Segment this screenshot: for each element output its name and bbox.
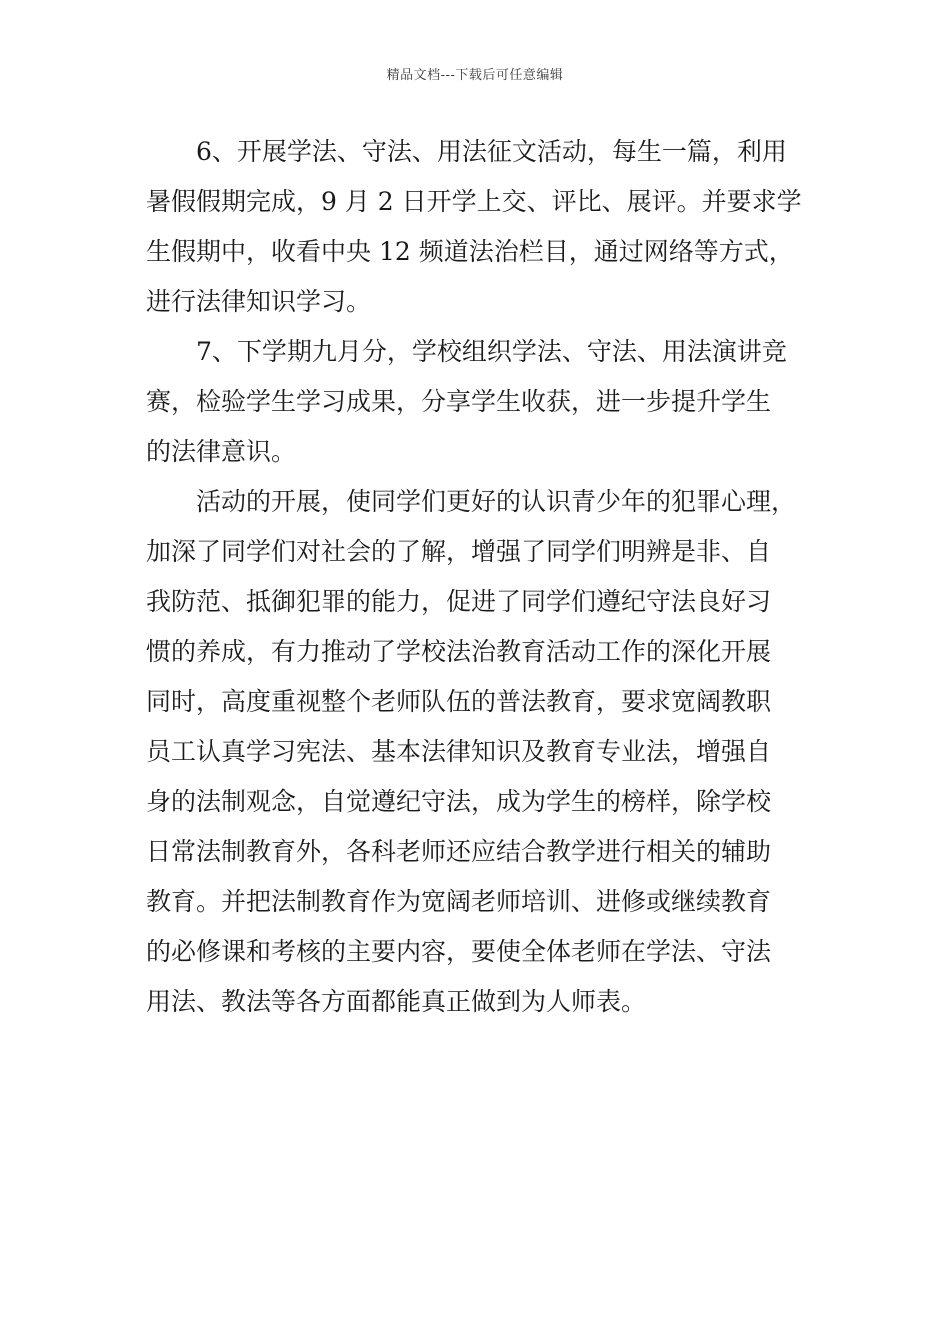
text-line: 进行法律知识学习。 [146, 287, 372, 316]
paragraph-summary [146, 477, 826, 1027]
text-line: 日常法制教育外，各科老师还应结合教学进行相关的辅助 [146, 837, 772, 866]
text-line: 活动的开展，使同学们更好的认识青少年的犯罪心理， [146, 487, 797, 516]
text-line: 的法律意识。 [146, 437, 297, 466]
text-line: 赛，检验学生学习成果，分享学生收获，进一步提升学生 [146, 387, 772, 416]
text-line: 身的法制观念，自觉遵纪守法，成为学生的榜样，除学校 [146, 787, 772, 816]
text-line: 惯的养成，有力推动了学校法治教育活动工作的深化开展 [146, 637, 772, 666]
text-line: 的必修课和考核的主要内容，要使全体老师在学法、守法 [146, 937, 772, 966]
text-line: 7、下学期九月分，学校组织学法、守法、用法演讲竞 [146, 337, 787, 366]
text-line: 加深了同学们对社会的了解，增强了同学们明辨是非、自 [146, 537, 772, 566]
paragraph-7 [146, 327, 826, 477]
page-header: 精品文档---下载后可任意编辑 [386, 68, 564, 83]
text-line: 员工认真学习宪法、基本法律知识及教育专业法，增强自 [146, 737, 772, 766]
text-line: 我防范、抵御犯罪的能力，促进了同学们遵纪守法良好习 [146, 587, 772, 616]
text-line: 6、开展学法、守法、用法征文活动，每生一篇，利用 [146, 137, 787, 166]
text-line: 用法、教法等各方面都能真正做到为人师表。 [146, 987, 647, 1016]
text-line: 暑假假期完成，9 月 2 日开学上交、评比、展评。并要求学 [146, 187, 802, 216]
document-body [146, 127, 826, 1027]
text-line: 教育。并把法制教育作为宽阔老师培训、进修或继续教育 [146, 887, 772, 916]
text-line: 生假期中，收看中央 12 频道法治栏目，通过网络等方式， [146, 237, 794, 266]
text-line: 同时，高度重视整个老师队伍的普法教育，要求宽阔教职 [146, 687, 772, 716]
paragraph-6 [146, 127, 826, 327]
